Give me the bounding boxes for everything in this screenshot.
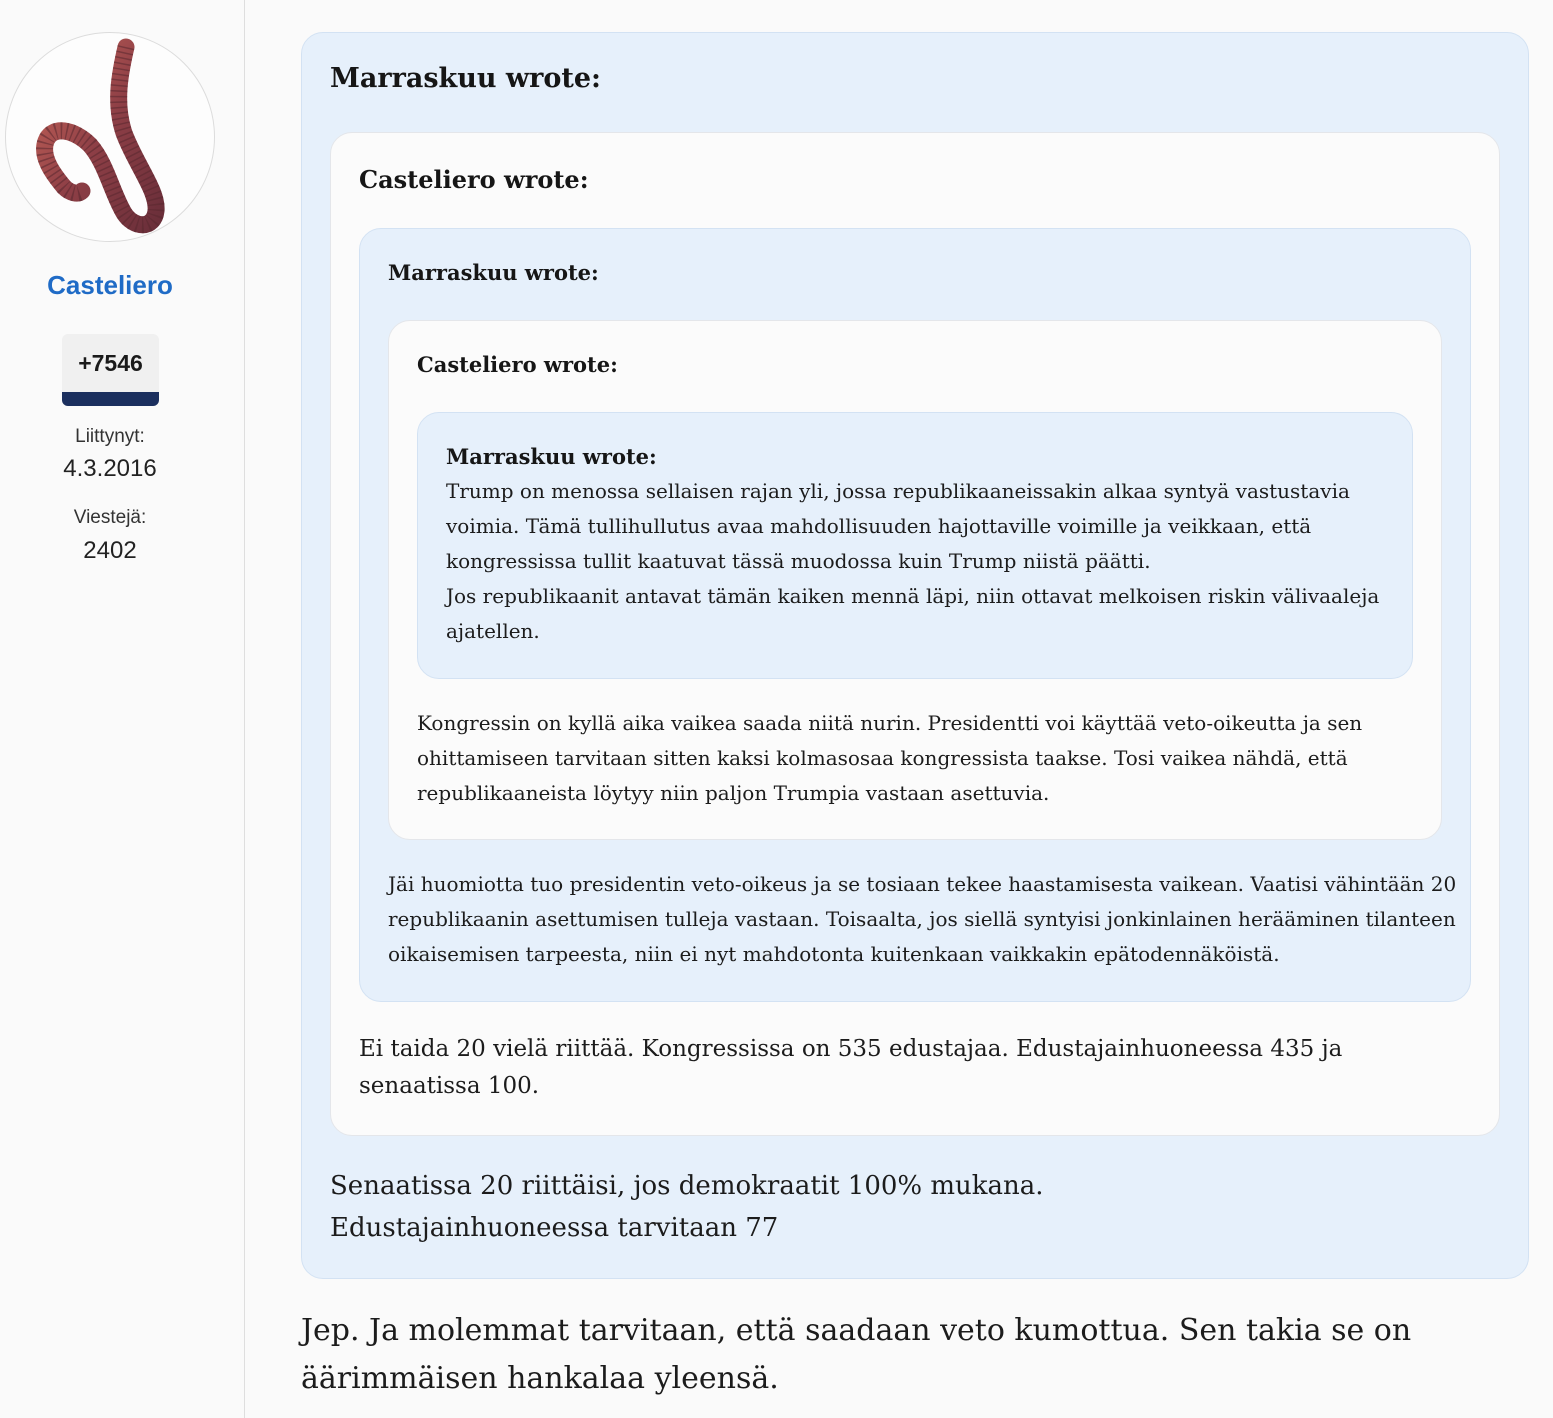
quote-4-author[interactable]: Casteliero wrote:: [417, 352, 618, 377]
posts-label: Viestejä:: [73, 507, 147, 528]
quote-5-paragraph-2: Jos republikaanit antavat tämän kaiken mennä läpi, niin ottavat melkoisen riskin välivaaleja ajatellen.: [446, 584, 1380, 643]
quote-2-text: Ei taida 20 vielä riittää. Kongressissa on 535 edustajaa. Edustajainhuoneessa 435 ja senaatissa 100.: [359, 1036, 1343, 1099]
quote-1-line-2: Edustajainhuoneessa tarvitaan 77: [330, 1213, 779, 1243]
quote-1-body: [330, 1165, 1510, 1249]
author-username[interactable]: Casteliero: [47, 270, 173, 300]
quote-5-body: [446, 474, 1391, 649]
posts-count: 2402: [83, 537, 137, 564]
quote-2-author[interactable]: Casteliero wrote:: [359, 165, 589, 194]
quote-4-body: [417, 706, 1417, 811]
quote-1-line-1: Senaatissa 20 riittäisi, jos demokraatit 100% mukana.: [330, 1171, 1044, 1201]
post-body-text: Jep. Ja molemmat tarvitaan, että saadaan veto kumottua. Sen takia se on äärimmäisen hankalaa yleensä.: [301, 1313, 1412, 1396]
quote-3-author[interactable]: Marraskuu wrote:: [388, 260, 599, 285]
joined-label: Liittynyt:: [75, 426, 145, 447]
quote-2-body: [359, 1031, 1459, 1105]
author-sidebar: [0, 0, 245, 1418]
joined-date: 4.3.2016: [63, 455, 157, 482]
quote-4-text: Kongressin on kyllä aika vaikea saada niitä nurin. Presidentti voi käyttää veto-oikeutta ja sen ohittamiseen tarvitaan sitten kaksi kolmasosaa kongressista taakse. Tosi vaikea nähdä, että republikaaneista löytyy niin paljon Trumpia vastaan asettuvia.: [417, 711, 1363, 805]
quote-5-author[interactable]: Marraskuu wrote:: [446, 444, 657, 469]
quote-3-body: [388, 867, 1458, 972]
reputation-bar: [62, 392, 159, 406]
reputation-badge: [62, 334, 159, 406]
avatar[interactable]: [5, 32, 215, 242]
reputation-value: +7546: [78, 350, 143, 376]
earthworm-avatar-icon: [6, 33, 214, 241]
quote-1-author[interactable]: Marraskuu wrote:: [330, 63, 601, 94]
quote-5-paragraph-1: Trump on menossa sellaisen rajan yli, jossa republikaaneissakin alkaa syntyä vastustavia voimia. Tämä tullihullutus avaa mahdollisuuden hajottaville voimille ja veikkaan, että kongressissa tullit kaatuvat tässä muodossa kuin Trump niistä päätti.: [446, 479, 1350, 573]
quote-3-text: Jäi huomiotta tuo presidentin veto-oikeus ja se tosiaan tekee haastamisesta vaikean. Vaatisi vähintään 20 republikaanin asettumisen tulleja vastaan. Toisaalta, jos siellä syntyisi jonkinlainen herääminen tilanteen oikaisemisen tarpeesta, niin ei nyt mahdotonta kuitenkaan vaikkakin epätodennäköistä.: [388, 872, 1457, 966]
